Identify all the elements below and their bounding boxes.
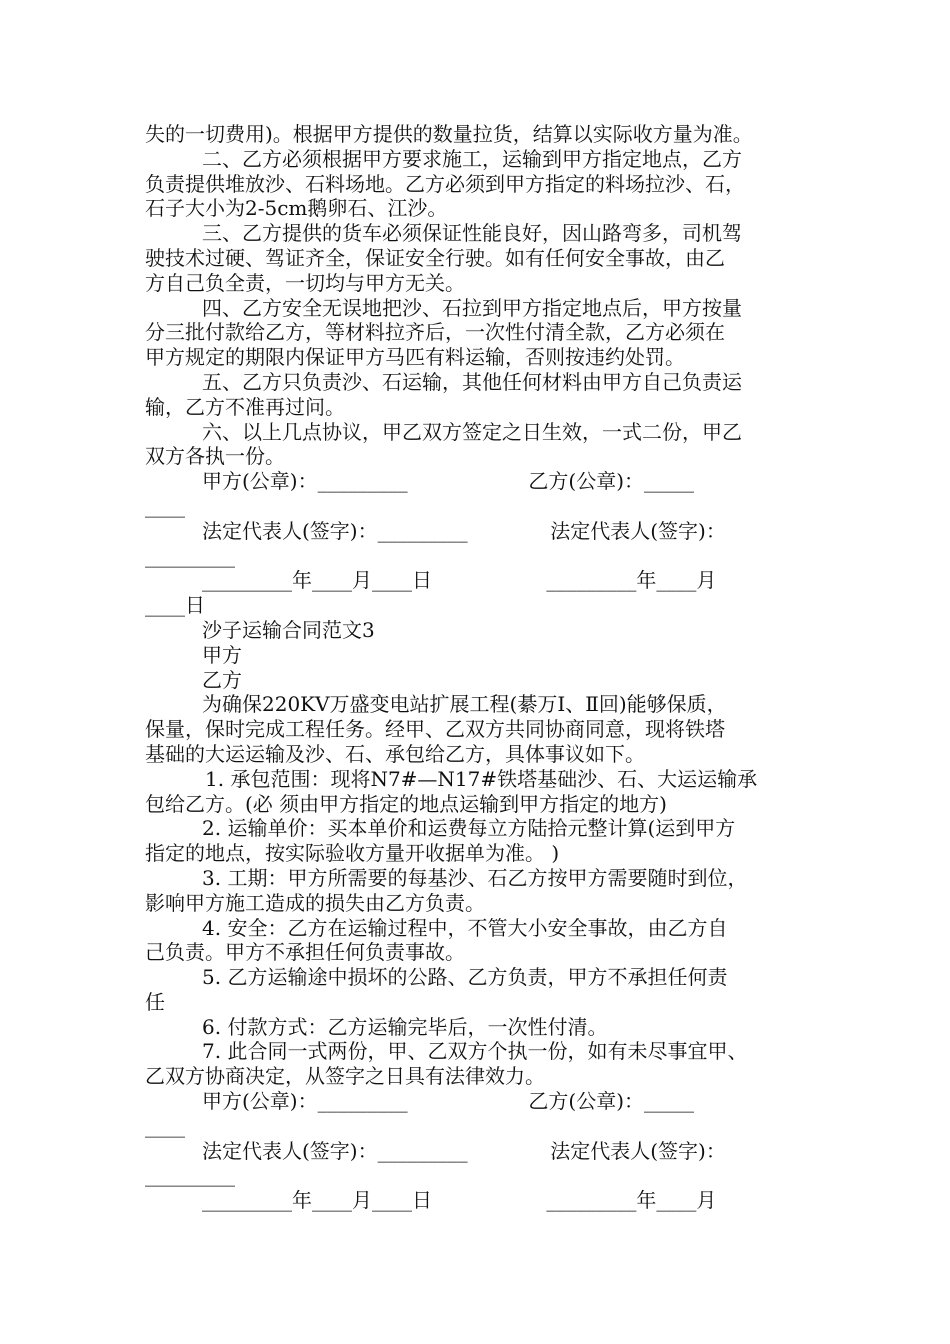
text-line: 法定代表人(签字)：_________ 法定代表人(签字)： — [202, 518, 726, 543]
text-line: 2. 运输单价：买本单价和运费每立方陆拾元整计算(运到甲方 — [202, 816, 736, 841]
text-line: 5. 乙方运输途中损坏的公路、乙方负责，甲方不承担任何责 — [202, 965, 728, 990]
text-line: 驶技术过硬、驾证齐全，保证安全行驶。如有任何安全事故，由乙 — [145, 245, 725, 270]
text-line: 任 — [145, 989, 165, 1014]
text-line: 失的一切费用)。根据甲方提供的数量拉货，结算以实际收方量为准。 — [145, 122, 753, 146]
text-line: ____ — [145, 1113, 185, 1138]
text-line: _________年____月____日 _________年____月 — [202, 568, 717, 593]
text-line: 保量，保时完成工程任务。经甲、乙双方共同协商同意，现将铁塔 — [145, 717, 725, 742]
text-line: 分三批付款给乙方，等材料拉齐后，一次性付清全款，乙方必须在 — [145, 320, 725, 345]
text-line: _________年____月____日 _________年____月 — [202, 1188, 717, 1213]
text-line: 4. 安全：乙方在运输过程中，不管大小安全事故，由乙方自 — [202, 915, 728, 940]
text-line: 6. 付款方式：乙方运输完毕后，一次性付清。 — [202, 1014, 608, 1039]
text-line: 乙双方协商决定，从签字之日具有法律效力。 — [145, 1064, 545, 1089]
text-line: 甲方 — [202, 642, 242, 667]
text-line: 法定代表人(签字)：_________ 法定代表人(签字)： — [202, 1138, 726, 1163]
text-line: 己负责。甲方不承担任何负责事故。 — [145, 940, 465, 965]
text-line: ____ — [145, 493, 185, 518]
text-line: 指定的地点，按实际验收方量开收据单为准。 ) — [145, 841, 560, 866]
text-line: 甲方规定的期限内保证甲方马匹有料运输，否则按违约处罚。 — [145, 345, 685, 370]
text-line: 输，乙方不准再过问。 — [145, 394, 345, 419]
text-line: _________ — [145, 1163, 235, 1188]
text-line: 7. 此合同一式两份，甲、乙双方个执一份，如有未尽事宜甲、 — [202, 1039, 748, 1064]
text-line: 为确保220KV万盛变电站扩展工程(綦万Ⅰ、Ⅱ回)能够保质， — [202, 692, 727, 717]
text-line: 五、乙方只负责沙、石运输，其他任何材料由甲方自己负责运 — [202, 369, 742, 394]
text-line: 沙子运输合同范文3 — [202, 617, 375, 642]
text-line: 负责提供堆放沙、石料场地。乙方必须到甲方指定的料场拉沙、石， — [145, 171, 745, 196]
text-line: _________ — [145, 543, 235, 568]
text-line: 1. 承包范围：现将N7#—N17#铁塔基础沙、石、大运运输承 — [205, 766, 758, 791]
text-line: 三、乙方提供的货车必须保证性能良好，因山路弯多，司机驾 — [202, 221, 742, 246]
text-line: 方自己负全责，一切均与甲方无关。 — [145, 270, 465, 295]
text-line: 包给乙方。(必 须由甲方指定的地点运输到甲方指定的地方) — [145, 791, 667, 816]
text-line: 甲方(公章)：_________ 乙方(公章)：_____ — [202, 1089, 695, 1114]
text-line: 六、以上几点协议，甲乙双方签定之日生效，一式二份，甲乙 — [202, 419, 742, 444]
text-line: 影响甲方施工造成的损失由乙方负责。 — [145, 890, 485, 915]
text-line: 甲方(公章)：_________ 乙方(公章)：_____ — [202, 469, 695, 494]
text-line: 四、乙方安全无误地把沙、石拉到甲方指定地点后，甲方按量 — [202, 295, 742, 320]
text-line: ____日 — [145, 593, 205, 618]
text-line: 乙方 — [202, 667, 242, 692]
text-line: 二、乙方必须根据甲方要求施工，运输到甲方指定地点，乙方 — [202, 146, 742, 171]
text-line: 基础的大运运输及沙、石、承包给乙方，具体事议如下。 — [145, 741, 645, 766]
text-line: 双方各执一份。 — [145, 444, 285, 469]
text-line: 3. 工期：甲方所需要的每基沙、石乙方按甲方需要随时到位， — [202, 865, 748, 890]
text-line: 石子大小为2-5cm鹅卵石、江沙。 — [145, 196, 448, 221]
